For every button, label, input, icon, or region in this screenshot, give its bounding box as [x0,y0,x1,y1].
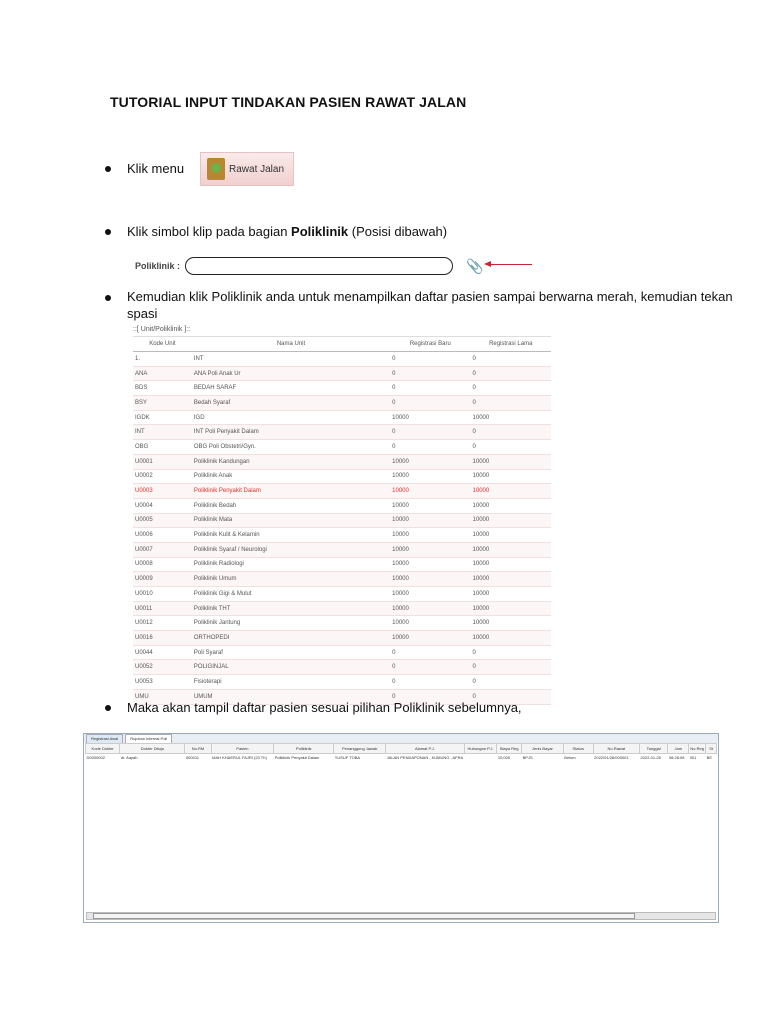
unit-cell: INT [133,425,192,440]
unit-cell: Poliklinik Penyakit Dalam [192,484,390,499]
unit-cell: U0010 [133,587,192,602]
pointer-arrow-icon [486,264,532,265]
poliklinik-row [135,256,453,276]
unit-cell: Poliklinik Kulit & Kelamin [192,528,390,543]
unit-cell: ANA [133,366,192,381]
patient-col-header[interactable]: Poliklinik [274,744,334,754]
unit-cell: 10000 [390,572,470,587]
unit-cell: 0 [471,689,551,704]
unit-cell: Poliklinik Anak [192,469,390,484]
patient-col-header[interactable]: No.Reg [689,744,706,754]
unit-row[interactable] [133,587,551,602]
patient-col-header[interactable]: Biaya Reg [497,744,522,754]
unit-cell: Poli Syaraf [192,645,390,660]
unit-row[interactable] [133,440,551,455]
patient-cell: 2022-01-26 [640,755,661,760]
unit-cell: 0 [390,645,470,660]
unit-cell: 10000 [390,484,470,499]
col-header[interactable]: Registrasi Lama [471,337,551,352]
unit-row[interactable] [133,425,551,440]
patient-col-header[interactable]: No.RM [185,744,211,754]
poliklinik-label: Poliklinik : [135,261,181,271]
unit-cell: 10000 [390,557,470,572]
unit-cell: 0 [471,645,551,660]
patient-cell: Belum [564,755,576,760]
unit-row[interactable] [133,366,551,381]
rawat-jalan-menu-button[interactable] [200,152,294,186]
unit-cell: 0 [390,675,470,690]
unit-row[interactable] [133,513,551,528]
patient-cell [464,754,497,762]
patient-cell: MAH KHAERUL FAJRI (23 Th) [212,755,267,760]
unit-cell: 10000 [471,528,551,543]
patient-cell: JALAN PENDAPONAN , KUMUNG , AFRA [386,755,464,760]
unit-cell: 10000 [471,631,551,646]
unit-cell: 10000 [471,454,551,469]
unit-cell: Poliklinik Radiologi [192,557,390,572]
unit-row[interactable] [133,675,551,690]
unit-cell: 10000 [390,469,470,484]
patient-cell: 10,000 [497,755,511,760]
unit-cell: Poliklinik Mata [192,513,390,528]
unit-cell: 0 [390,689,470,704]
unit-cell: 0 [471,352,551,367]
unit-cell: 0 [390,381,470,396]
unit-row[interactable] [133,410,551,425]
unit-cell: 0 [390,425,470,440]
unit-row[interactable] [133,454,551,469]
patient-cell: 2022/01/26/000001 [594,755,629,760]
unit-row[interactable] [133,660,551,675]
patient-tabs [84,734,718,743]
unit-cell: INT [192,352,390,367]
unit-cell: 10000 [390,454,470,469]
step-2-text [127,223,447,240]
unit-row[interactable] [133,542,551,557]
unit-cell: U0016 [133,631,192,646]
unit-cell: 1. [133,352,192,367]
unit-cell: POLIGINJAL [192,660,390,675]
step-2-bold: Poliklinik [291,224,349,239]
patient-col-header[interactable]: Dokter Dituju [120,744,185,754]
menu-button-label: Rawat Jalan [229,163,285,175]
unit-cell: 10000 [471,572,551,587]
patient-col-header[interactable]: Kode Dokter [86,744,120,754]
step-2-pre: Klik simbol klip pada bagian [127,224,292,239]
unit-cell: BDS [133,381,192,396]
step-4-text: Maka akan tampil daftar pasien sesuai pilihan Poliklinik sebelumnya, [127,700,522,715]
unit-cell: U0003 [133,484,192,499]
unit-cell: 10000 [471,587,551,602]
unit-cell: 10000 [471,513,551,528]
bullet [105,705,111,711]
patient-col-header[interactable]: Jenis Bayar [522,744,564,754]
unit-cell: 0 [471,366,551,381]
unit-cell: Poliklinik Gigi & Mulut [192,587,390,602]
unit-cell: BSY [133,396,192,411]
unit-cell: 10000 [471,410,551,425]
unit-cell: Poliklinik THT [192,601,390,616]
unit-cell: OBG [133,440,192,455]
col-header[interactable]: Nama Unit [192,337,390,352]
unit-cell: Poliklinik Kandungan [192,454,390,469]
patient-col-header[interactable]: No.Rawat [593,744,639,754]
bullet [105,295,111,301]
unit-cell: 10000 [471,484,551,499]
unit-cell: 10000 [471,469,551,484]
unit-row[interactable] [133,484,551,499]
patient-cell: BE [706,755,712,760]
unit-cell: UMU [133,689,192,704]
unit-cell: 10000 [390,513,470,528]
unit-cell: Poliklinik Syaraf / Neurologi [192,542,390,557]
unit-cell: U0004 [133,498,192,513]
unit-cell: 0 [471,675,551,690]
unit-cell: 10000 [471,498,551,513]
unit-cell: U0053 [133,675,192,690]
col-header[interactable]: Registrasi Baru [390,337,470,352]
unit-cell: 0 [390,396,470,411]
patient-col-header[interactable]: Penanggung Jawab [334,744,386,754]
unit-cell: 10000 [471,542,551,557]
unit-cell: U0001 [133,454,192,469]
unit-row[interactable] [133,352,551,367]
unit-row[interactable] [133,616,551,631]
unit-row[interactable] [133,631,551,646]
patient-col-header[interactable]: Status [563,744,593,754]
bullet [105,166,111,172]
step-1-text: Klik menu [127,161,185,176]
unit-row[interactable] [133,396,551,411]
unit-cell: ORTHOPEDI [192,631,390,646]
unit-cell: 10000 [390,616,470,631]
unit-row[interactable] [133,645,551,660]
patient-cell: D0000002 [86,755,105,760]
unit-cell: Bedah Syaraf [192,396,390,411]
unit-cell: ANA Poli Anak Ur [192,366,390,381]
patient-col-header[interactable]: Hubungan P.J. [464,744,497,754]
bullet [105,229,111,235]
unit-cell: 0 [471,381,551,396]
unit-cell: INT Poli Penyakit Dalam [192,425,390,440]
unit-cell: IGDK [133,410,192,425]
unit-row[interactable] [133,528,551,543]
horizontal-scrollbar[interactable] [86,912,716,920]
patient-list-window [83,733,719,923]
unit-cell: 0 [390,660,470,675]
unit-cell: U0008 [133,557,192,572]
step-3-text: Kemudian klik Poliklinik anda untuk menampilkan daftar pasien sampai berwarna merah, kemudian tekan spasi [127,289,733,321]
patient-col-header[interactable]: St [706,744,717,754]
patient-cell: BPJS [522,755,533,760]
unit-cell: 0 [471,440,551,455]
patient-col-header[interactable]: Jam [668,744,689,754]
tab-rujukan-internal[interactable]: Rujukan Internal Poli [125,734,172,743]
unit-row[interactable] [133,557,551,572]
unit-cell: 10000 [471,557,551,572]
unit-row[interactable] [133,498,551,513]
unit-cell: 10000 [390,528,470,543]
patient-cell: 000011 [185,755,199,760]
unit-cell: UMUM [192,689,390,704]
unit-row[interactable] [133,469,551,484]
unit-poliklinik-panel [133,326,553,705]
page-title: TUTORIAL INPUT TINDAKAN PASIEN RAWAT JALAN [110,94,467,110]
unit-cell: 10000 [390,498,470,513]
unit-cell: 0 [471,425,551,440]
unit-cell: IGD [192,410,390,425]
patient-row[interactable] [86,754,717,762]
unit-cell: Fisioterapi [192,675,390,690]
patient-col-header[interactable]: Pasien [211,744,274,754]
tab-registrasi-awal[interactable]: Registrasi Awal [86,734,123,743]
poliklinik-input[interactable] [185,257,453,275]
unit-cell: 0 [390,352,470,367]
unit-row[interactable] [133,601,551,616]
unit-cell: 10000 [390,542,470,557]
unit-cell: Poliklinik Jantung [192,616,390,631]
patient-cell: dr. Aayah [120,755,138,760]
unit-cell: 10000 [390,631,470,646]
unit-cell: 0 [390,366,470,381]
folder-icon [207,158,225,180]
patient-cell: Poliklinik Penyakit Dalam [274,755,320,760]
unit-cell: U0005 [133,513,192,528]
unit-cell: 10000 [390,587,470,602]
unit-cell: U0009 [133,572,192,587]
unit-cell: U0002 [133,469,192,484]
unit-row[interactable] [133,381,551,396]
unit-table-caption: ::[ Unit/Poliklinik ]:: [133,326,191,333]
unit-cell: Poliklinik Umum [192,572,390,587]
col-header[interactable]: Kode Unit [133,337,192,352]
unit-row[interactable] [133,572,551,587]
unit-cell: U0007 [133,542,192,557]
patient-col-header[interactable]: Tanggal [639,744,668,754]
scrollbar-thumb[interactable] [93,913,635,919]
unit-cell: BEDAH SARAF [192,381,390,396]
unit-cell: 0 [471,660,551,675]
unit-table [133,336,551,705]
unit-cell: U0012 [133,616,192,631]
unit-cell: U0011 [133,601,192,616]
paperclip-icon[interactable]: 📎 [466,258,484,274]
unit-cell: U0052 [133,660,192,675]
unit-cell: 10000 [390,601,470,616]
unit-cell: U0006 [133,528,192,543]
unit-cell: U0044 [133,645,192,660]
unit-cell: 0 [390,440,470,455]
unit-cell: 0 [471,396,551,411]
unit-cell: Poliklinik Bedah [192,498,390,513]
patient-cell: 001 [689,755,697,760]
patient-cell: YUSUF TOBA [334,755,361,760]
patient-table [85,743,717,761]
patient-col-header[interactable]: Alamat P.J. [386,744,464,754]
unit-cell: 10000 [471,601,551,616]
unit-cell: OBG Poli Obstetri/Gyn. [192,440,390,455]
unit-cell: 10000 [471,616,551,631]
step-2-post: (Posisi dibawah) [348,224,448,239]
unit-cell: 10000 [390,410,470,425]
patient-cell: 08:26:08 [668,755,685,760]
